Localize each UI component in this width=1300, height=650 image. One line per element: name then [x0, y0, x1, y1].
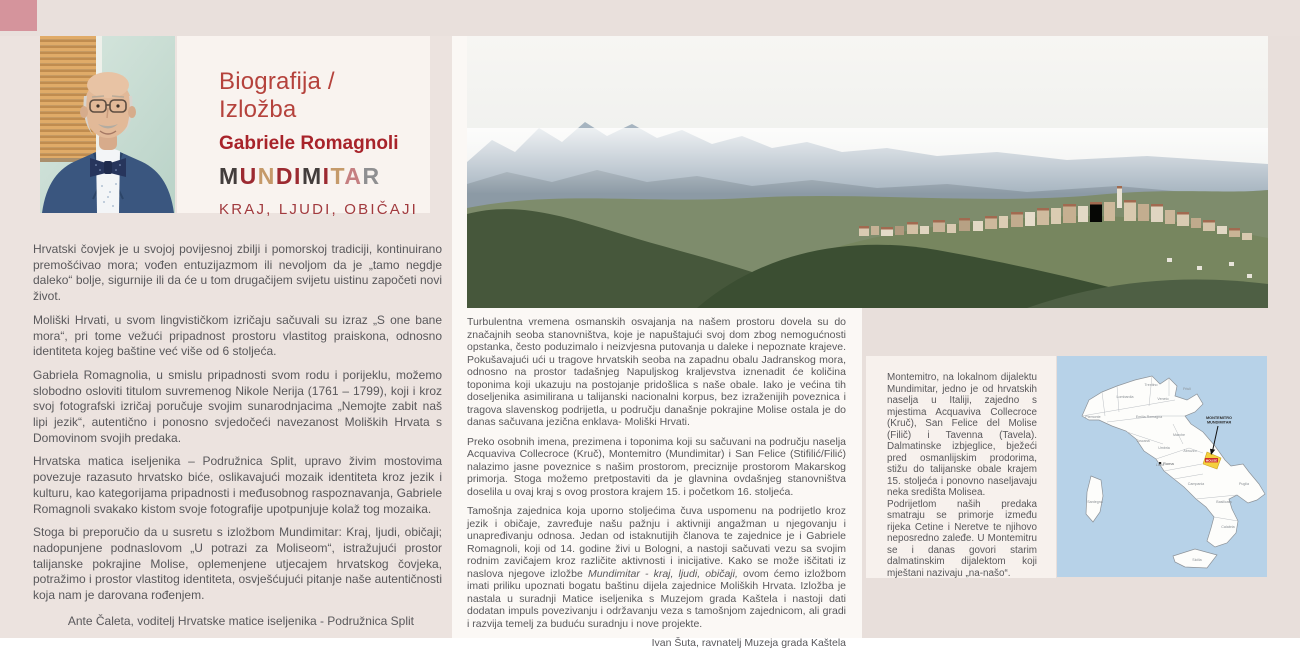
molise-label: MOLISE: [1205, 458, 1218, 463]
svg-text:Veneto: Veneto: [1157, 397, 1169, 401]
svg-text:Sardegna: Sardegna: [1087, 500, 1103, 504]
exhibition-subtitle: KRAJ, LJUDI, OBIČAJI: [219, 201, 419, 218]
left-paragraphs: Hrvatski čovjek je u svojoj povijesnoj zbilji i pomorskoj tradiciji, kontinuirano premošćivao mora; vođen entuzijazmom ili nevoljom da je „tamo negdje daleko“ bolje, sigurnije ili da će u tom drugačijem svijetu uistinu započeti novi život. Moliški Hrvati, u svom lingvističkom izričaju sačuvali su izraz „S one bane mora“, pri tome vežući pripadnost prostoru vlastitog praiskona, odnosno identiteta kojeg baštine već više od 6 stoljeća. Gabriela Romagnolia, u smislu pripadnosti svom rodu i porijeklu, možemo slobodno osloviti titulom suvremenog Nikole Nerija (1761 – 1799), koji i kroz svoj fotografski izričaj poručuje svojim sunarodnjacima „Nemojte zabit naš lipi jezik“, autentično i ponosno svjedočeći navezanost Moliških Hrvata s Domovinom svojih predaka. Hrvatska matica iseljenika – Podružnica Split, upravo živim mostovima povezuje razasuto hrvatsko biće, oslikavajući mozaik identiteta kroz jezik i kulturu, kao kategorijama pripadnosti i međusobnog raspoznavanja, Gabriele Romagnoli svakako kistom svoje fotografije upotpunjuje kolaž tog mozaika. Stoga bi preporučio da u susretu s izložbom Mundimitar: Kraj, ljudi, običaji; nadopunjene podnaslovom „U potrazi za Moliseom“, istražujući prostor talijanske pokrajine Molise, oplemenjene utjecajem hrvatskog čovjeka, potražimo i prostor vlastitog identiteta, osvješćujući pitanje naše autentičnosti koja nam je darovana rođenjem.: [33, 242, 442, 603]
page-title: Biografija / Izložba: [219, 68, 335, 123]
svg-text:MONTEMITRO: MONTEMITRO: [1206, 416, 1232, 420]
svg-text:Piemonte: Piemonte: [1085, 415, 1101, 419]
portrait-photo-illustration: [40, 36, 175, 213]
svg-text:Campania: Campania: [1187, 482, 1205, 486]
portrait-photo: [40, 36, 175, 213]
roma-city-label: Roma: [1163, 461, 1174, 466]
corner-accent-square: [0, 0, 37, 31]
author-name: Gabriele Romagnoli: [219, 133, 399, 154]
italy-map: [1057, 356, 1267, 577]
sidebar-paragraphs: Montemitro, na lokalnom dijalektu Mundimitar, jedno je od hrvatskih naselja u Italiji, zajedno s mjestima Acquaviva Collecroce (Kruč), San Felice del Molise (Filič) i Tavenna (Tavela). Dalmatinske izbjeglice, bježeći pred osmanlijskim prodorima, stižu do talijanske obale krajem 15. stoljeća i ponovno naseljavaju neka središta Molisea. Podrijetlom naših predaka smatraju se primorje između rijeka Cetine i Neretve te njihovo neposredno zaleđe. U Montemitru se i danas govori starim dalmatinskim dijalektom koji mještani nazivaju „na-našo“.: [887, 372, 1037, 579]
top-band: [0, 0, 1300, 36]
center-column-text: [467, 316, 846, 650]
svg-text:Umbria: Umbria: [1158, 446, 1170, 450]
svg-text:Lazio: Lazio: [1155, 463, 1165, 467]
svg-text:Calabria: Calabria: [1221, 525, 1235, 529]
svg-text:Puglia: Puglia: [1239, 482, 1249, 486]
svg-text:Lombardia: Lombardia: [1116, 395, 1134, 399]
svg-text:MUNDIMITAR: MUNDIMITAR: [1207, 420, 1232, 425]
svg-text:Basilicata: Basilicata: [1216, 500, 1232, 504]
center-paragraphs: Turbulentna vremena osmanskih osvajanja na našem prostoru dovela su do značajnih seoba stanovništva, koje je napuštajući svoj dom zbog nemogućnosti opstanka, često poduzimalo i neizvjesna putovanja u daleke i nepoznate krajeve. Pokušavajući ući u tragove hrvatskih seoba na zapadnu obalu Jadranskog mora, odnosno na prostor tadašnjeg Napuljskog kraljevstva iznenadit će količina toponima koji ukazuju na postojanje pridošlica s naše obale. Iako je većina tih doseljenika asimilirana u talijanski nacionalni korpus, bez izraženijih poveznica i tragova slavenskog podrijetla, u području današnje pokrajine Molise ostala je do danas sačuvana jezična enklava- Moliški Hrvati. Preko osobnih imena, prezimena i toponima koji su sačuvani na području naselja Acquaviva Collecroce (Kruč), Montemitro (Mundimitar) i San Felice (Stifilić/Filić) nalazimo jasne poveznice s našim prostorom, preciznije prostorom Makarskog primorja. Stoga možemo pretpostaviti da je glavnina ovdašnjeg stanovništva doselila u ovaj kraj s ovog prostora krajem 15. i početkom 16. stoljeća. Tamošnja zajednica koja uporno stoljećima čuva uspomenu na podrijetlo kroz jezik i običaje, zavređuje našu pažnju i aktivniji angažman u njegovanju i unapređivanju odnosa. Jedan od istaknutijih članova te zajednice je i Gabriele Romagnoli, koji od 14. godine živi u Bologni, a nastoji sačuvati vezu sa svojim rodnim zavičajem kroz različite aktivnosti i inicijative. Kako se može iščitati iz naslova njegove izložbe Mundimitar - kraj, ljudi, običaji, ovom ćemo izložbom imati priliku upoznati bogatu baštinu dijela zajednice Moliških Hrvata. Izložba je nastala u suradnji Matice iseljenika s Muzejom grada Kaštela i nastoji dati dodatan impuls povezivanju i održavanju veza s tamošnjom zajednicom, ali gradi i razvija temelj za buduću suradnju i nove projekte.: [467, 316, 846, 630]
svg-text:Emilia Romagna: Emilia Romagna: [1135, 415, 1163, 419]
title-panel: [177, 36, 430, 218]
italy-map-illustration: [1057, 356, 1267, 577]
svg-text:Sicilia: Sicilia: [1192, 558, 1202, 562]
svg-text:Trentino: Trentino: [1144, 383, 1158, 387]
landscape-photo-illustration: [467, 36, 1268, 308]
left-column-text: [33, 242, 442, 629]
left-signature: Ante Čaleta, voditelj Hrvatske matice iseljenika - Podružnica Split: [67, 613, 414, 628]
center-signature: Ivan Šuta, ravnatelj Muzeja grada Kaštela: [651, 637, 846, 649]
sidebar-info-card: [866, 356, 1056, 578]
exhibition-title-wordmark: MUNDIMITAR: [219, 163, 381, 189]
svg-text:Friuli: Friuli: [1183, 387, 1191, 391]
svg-text:Toscana: Toscana: [1136, 439, 1150, 443]
svg-text:Marche: Marche: [1173, 433, 1185, 437]
svg-text:Abruzzo: Abruzzo: [1183, 449, 1197, 453]
landscape-photo: [467, 36, 1268, 308]
